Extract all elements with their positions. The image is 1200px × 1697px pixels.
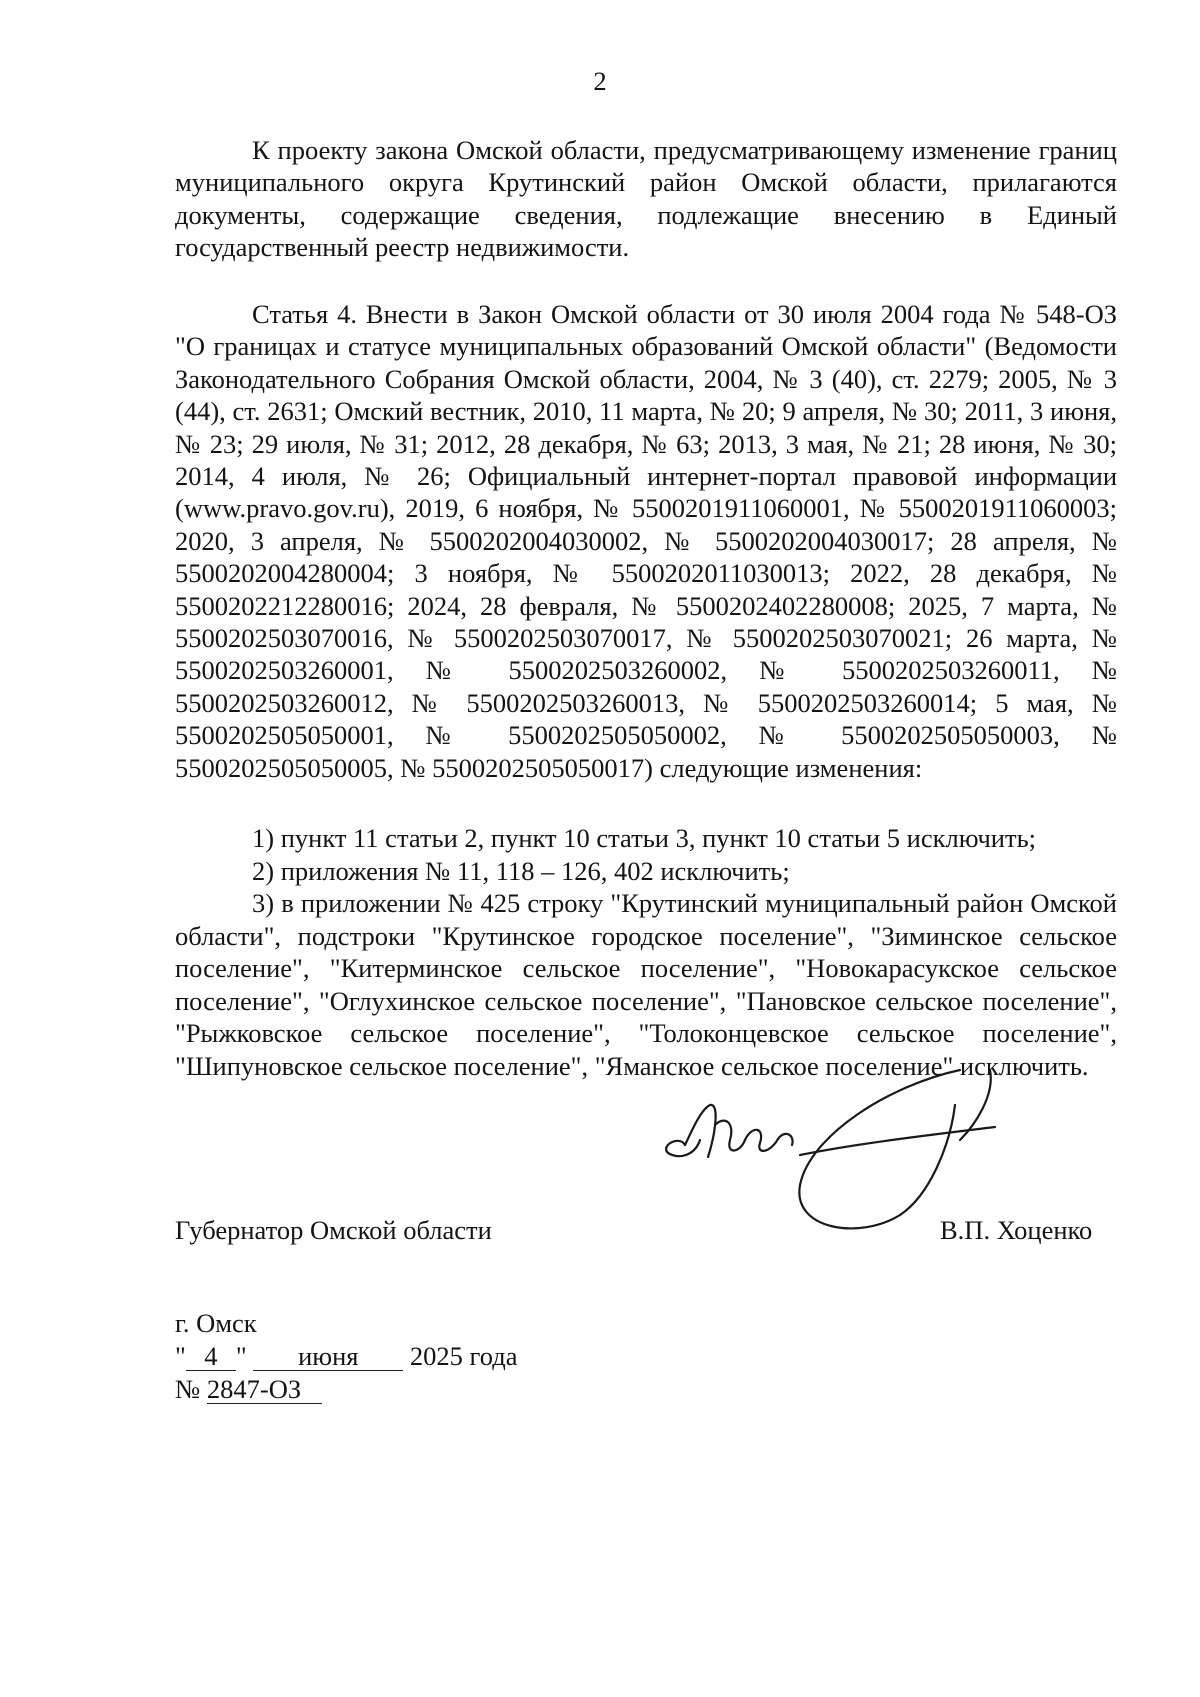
date-line [175, 1340, 517, 1373]
city-line [175, 1307, 517, 1340]
amendment-item: 2) приложения № 11, 118 – 126, 402 исключить; [252, 855, 790, 886]
quote-close: " [235, 1341, 247, 1371]
amendment-list [175, 822, 1117, 1082]
city: г. Омск [175, 1308, 257, 1338]
page-number: 2 [593, 66, 607, 96]
number-sign: № [175, 1374, 201, 1404]
date-month: июня [253, 1342, 403, 1371]
article-4 [175, 298, 1117, 784]
amendment-item: 3) в приложении № 425 строку "Крутинский муниципальный район Омской области", подстроки "Крутинское городское поселение", "Зиминское сельское поселение", "Китерминское сельское поселение", "Новокарасукское сельское поселение", "Оглухинское сельское поселение", "Пановское сельское поселение", "Рыжковское сельское поселение", "Толоконцевское сельское поселение", "Шипуновское сельское поселение", "Яманское сельское поселение" исключить. [175, 888, 1117, 1081]
law-number-line [175, 1373, 517, 1406]
paragraph-text: К проекту закона Омской области, предусматривающему изменение границ муниципального округа Крутинский район Омской области, прилагаются документы, содержащие сведения, подлежащие внесению в Единый государственный реестр недвижимости. [175, 135, 1117, 263]
date-day: 4 [186, 1342, 236, 1371]
article-4-text: Статья 4. Внести в Закон Омской области от 30 июля 2004 года № 548-ОЗ "О границах и статусе муниципальных образований Омской области" (Ведомости Законодательного Собрания Омской области, 2004, № 3 (40), ст. 2279; 2005, № 3 (44), ст. 2631; Омский вестник, 2010, 11 марта, № 20; 9 апреля, № 30; 2011, 3 июня, № 23; 29 июля, № 31; 2012, 28 декабря, № 63; 2013, 3 мая, № 21; 28 июня, № 30; 2014, 4 июля, № 26; Официальный интернет-портал правовой информации (www.pravo.gov.ru), 2019, 6 ноября, № 5500201911060001, № 5500201911060003; 2020, 3 апреля, № 5500202004030002, № 5500202004030017; 28 апреля, № 5500202004280004; 3 ноября, № 5500202011030013; 2022, 28 декабря, № 5500202212280016; 2024, 28 февраля, № 5500202402280008; 2025, 7 марта, № 5500202503070016, № 5500202503070017, № 5500202503070021; 26 марта, № 5500202503260001, № 5500202503260002, № 5500202503260011, № 5500202503260012, № 5500202503260013, № 5500202503260014; 5 мая, № 5500202505050001, № 5500202505050002, № 5500202505050003, № 5500202505050005, № 5500202505050017) следующие изменения: [175, 299, 1117, 783]
quote-open: " [175, 1341, 186, 1371]
document-footer [175, 1307, 517, 1406]
law-number: 2847-ОЗ [207, 1375, 322, 1404]
paragraph-attachments [175, 134, 1117, 264]
governor-name: В.П. Хоценко [940, 1215, 1093, 1245]
date-year: 2025 года [409, 1341, 518, 1371]
governor-title: Губернатор Омской области [175, 1215, 492, 1245]
amendment-item: 1) пункт 11 статьи 2, пункт 10 статьи 3, пункт 10 статьи 5 исключить; [252, 823, 1037, 853]
